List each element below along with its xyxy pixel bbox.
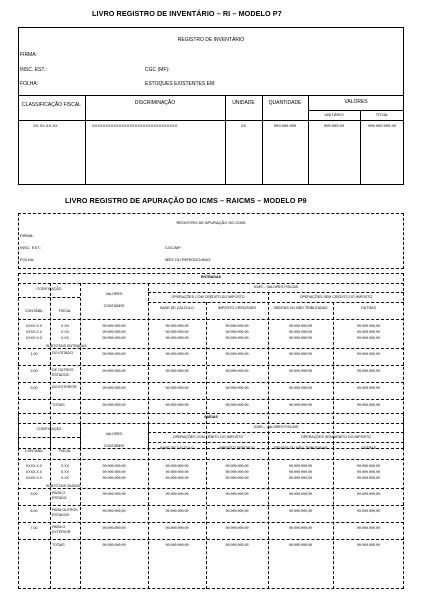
p7-col-discriminacao: DISCRIMINAÇÃO xyxy=(134,100,176,106)
p7-col-divider xyxy=(308,95,309,185)
saidas-valores: VALORES xyxy=(105,432,123,436)
entradas-row-fiscal: X.XX xyxy=(60,324,70,328)
saidas-subtotal-row-label: PARA O EXTERIOR xyxy=(52,525,71,534)
entradas-row-value: 99.999.999,99 xyxy=(102,336,126,340)
saidas-isentas: ISENTAS OU NÃO-TRIBUTADAS xyxy=(273,446,328,450)
p7-row-total: 999.999.999,99 xyxy=(368,123,396,128)
entradas-base: BASE DE CÁLCULO xyxy=(160,306,194,310)
saidas-row-value: 99.999.999,99 xyxy=(357,476,380,480)
p7-row-classificacao: XX.XX.XX.XX xyxy=(33,123,58,128)
saidas-subtotal-divider xyxy=(18,522,404,523)
saidas-subtotal-row-label: PARA O ESTADO xyxy=(52,491,67,500)
saidas-subtotal-value: 99.999.999,99 xyxy=(289,492,312,496)
entradas-totais-value: 99.999.999,99 xyxy=(225,403,249,407)
entradas-op-divider xyxy=(148,302,404,303)
p9-mes-label: MÊS OU PERÍODO/ANO: xyxy=(165,257,212,262)
entradas-codif-divider xyxy=(18,297,80,298)
entradas-subtotal-value: 99.999.999,99 xyxy=(102,386,126,390)
entradas-subtotal-value: 99.999.999,99 xyxy=(165,386,189,390)
p9-folha-label: FOLHA: xyxy=(20,257,35,262)
saidas-row-fiscal: X.XX xyxy=(60,476,70,480)
saidas-row-value: 99.999.999,99 xyxy=(357,470,380,474)
saidas-row-value: 99.999.999,99 xyxy=(165,470,189,474)
entradas-totais-value: 99.999.999,99 xyxy=(289,403,312,407)
p7-col-unitario: UNITÁRIO xyxy=(324,112,344,117)
p7-insc-est-label: INSC. EST.: xyxy=(20,67,47,73)
saidas-contabeis: CONTÁBEIS xyxy=(103,444,125,448)
saidas-subtotal-value: 99.999.999,99 xyxy=(102,492,126,496)
entradas-row-value: 99.999.999,99 xyxy=(102,330,126,334)
saidas-subtotal-value: 99.999.999,99 xyxy=(289,509,312,513)
entradas-subtotal-divider xyxy=(18,348,404,349)
saidas-sem-credito: OPERAÇÕES SEM DÉBITO DO IMPOSTO xyxy=(301,435,371,439)
saidas-totais-divider xyxy=(18,539,404,540)
saidas-subtotal-value: 99.999.999,99 xyxy=(357,509,380,513)
p9-cgc-label: CGC/MF: xyxy=(165,245,182,250)
entradas-row-fiscal: X.XX xyxy=(60,336,70,340)
saidas-subtotal-code: 5.00 xyxy=(30,492,38,496)
saidas-subtotal-code: 6.00 xyxy=(30,509,38,513)
p9-firma-label: FIRMA: xyxy=(20,233,34,238)
entradas-subtotal-value: 99.999.999,99 xyxy=(357,369,380,373)
entradas-section-label: ENTRADAS xyxy=(201,275,221,279)
saidas-base: BASE DE CÁLCULO xyxy=(160,446,194,450)
p7-folha-label: FOLHA: xyxy=(20,81,39,87)
saidas-subtotal-value: 99.999.999,99 xyxy=(225,526,249,530)
saidas-subtotal-divider xyxy=(18,505,404,506)
saidas-row-contabil: XXXX.X.X xyxy=(25,476,43,480)
entradas-fiscal: FISCAL xyxy=(58,309,72,313)
p7-subtitle: REGISTRO DE INVENTÁRIO xyxy=(177,37,245,43)
entradas-row-value: 99.999.999,99 xyxy=(165,324,189,328)
saidas-fiscal: FISCAL xyxy=(58,449,72,453)
p7-row-quantidade: 999.999.999 xyxy=(273,123,297,128)
entradas-row-value: 99.999.999,99 xyxy=(357,330,380,334)
saidas-subtotal-row-label: PARA OUTROS ESTADOS xyxy=(52,508,78,517)
saidas-row-contabil: XXXX.X.X xyxy=(25,464,43,468)
saidas-icms-divider xyxy=(148,432,404,433)
saidas-row-contabil: XXXX.X.X xyxy=(25,470,43,474)
entradas-row-value: 99.999.999,99 xyxy=(225,330,249,334)
p7-col-valores: VALORES xyxy=(344,99,368,105)
entradas-icms-divider xyxy=(148,292,404,293)
p7-col-divider xyxy=(360,110,361,185)
entradas-row-value: 99.999.999,99 xyxy=(225,336,249,340)
saidas-row-value: 99.999.999,99 xyxy=(289,464,312,468)
entradas-row-contabil: XXXX.X.X xyxy=(25,336,43,340)
entradas-totais-value: 99.999.999,99 xyxy=(165,403,189,407)
entradas-row-value: 99.999.999,99 xyxy=(165,330,189,334)
entradas-row-fiscal: X.XX xyxy=(60,330,70,334)
saidas-row-value: 99.999.999,99 xyxy=(289,476,312,480)
p7-row-unidade: XX xyxy=(240,123,247,128)
saidas-subtotal-divider xyxy=(18,488,404,489)
saidas-outras: OUTRAS xyxy=(361,446,376,450)
p9-subtitle: REGISTRO DE APURAÇÃO DO ICMS xyxy=(176,220,246,225)
entradas-subtotal-code: 1.00 xyxy=(30,352,38,356)
entradas-totais-value: 99.999.999,99 xyxy=(102,403,126,407)
saidas-row-value: 99.999.999,99 xyxy=(289,470,312,474)
saidas-codificacao: CODIFICAÇÃO xyxy=(36,427,62,431)
entradas-subtotal-value: 99.999.999,99 xyxy=(102,352,126,356)
saidas-col-divider xyxy=(50,423,51,589)
p7-col-divider xyxy=(262,95,263,185)
saidas-subtotal-value: 99.999.999,99 xyxy=(165,526,189,530)
entradas-subtotal-row-label: DO EXTERIOR xyxy=(52,385,77,389)
p7-col-quantidade: QUANTIDADE xyxy=(268,100,302,106)
saidas-subtotal-value: 99.999.999,99 xyxy=(165,492,189,496)
saidas-totais-label: TOTAIS xyxy=(52,543,65,547)
saidas-row-value: 99.999.999,99 xyxy=(165,464,189,468)
entradas-subtotal-code: 3.00 xyxy=(30,386,38,390)
p7-col-unidade: UNIDADE xyxy=(232,100,255,106)
saidas-totais-value: 99.999.999,99 xyxy=(225,543,249,547)
entradas-subtotal-code: 2.00 xyxy=(30,369,38,373)
entradas-subtotal-row-label: DO ESTADO xyxy=(52,351,73,355)
entradas-com-credito: OPERAÇÕES COM CRÉDITO DO IMPOSTO xyxy=(171,295,245,299)
saidas-subtotal-value: 99.999.999,99 xyxy=(102,509,126,513)
p7-cgc-label: CGC (MF): xyxy=(145,67,170,73)
p7-col-divider xyxy=(85,95,86,185)
saidas-subtotal-value: 99.999.999,99 xyxy=(165,509,189,513)
entradas-subtotal-value: 99.999.999,99 xyxy=(102,369,126,373)
p9-insc-est-label: INSC. EST.: xyxy=(20,245,42,250)
entradas-totais-divider xyxy=(18,399,404,400)
saidas-subtotal-value: 99.999.999,99 xyxy=(289,526,312,530)
p7-table-top-line xyxy=(18,95,404,96)
entradas-subtotal-value: 99.999.999,99 xyxy=(225,386,249,390)
p7-valores-divider xyxy=(308,110,404,111)
p9-title: LIVRO REGISTRO DE APURAÇÃO DO ICMS – RAICMS – MODELO P9 xyxy=(65,196,307,205)
saidas-subtotal-value: 99.999.999,99 xyxy=(225,509,249,513)
saidas-row-value: 99.999.999,99 xyxy=(225,470,249,474)
p7-title: LIVRO REGISTRO DE INVENTÁRIO – RI – MODELO P7 xyxy=(92,9,282,18)
entradas-header-bottom xyxy=(18,319,404,320)
entradas-valores: VALORES xyxy=(105,292,123,296)
saidas-subtotal-value: 99.999.999,99 xyxy=(225,492,249,496)
saidas-contabil: CONTÁBIL xyxy=(25,449,43,453)
entradas-row-value: 99.999.999,99 xyxy=(165,336,189,340)
entradas-row-contabil: XXXX.X.X xyxy=(25,324,43,328)
entradas-subtotal-value: 99.999.999,99 xyxy=(357,352,380,356)
saidas-row-value: 99.999.999,99 xyxy=(102,476,126,480)
p7-row-unitario: 999.999,99 xyxy=(323,123,345,128)
saidas-subtotal-code: 7.00 xyxy=(30,526,38,530)
entradas-subtotal-row-label: DE OUTROS ESTADOS xyxy=(52,368,74,377)
entradas-subtotal-value: 99.999.999,99 xyxy=(165,352,189,356)
saidas-section-divider xyxy=(18,423,404,424)
saidas-row-value: 99.999.999,99 xyxy=(225,464,249,468)
entradas-totais-label: TOTAIS xyxy=(52,403,65,407)
saidas-subtotal-value: 99.999.999,99 xyxy=(357,492,380,496)
saidas-icms-header: ICMS – VALORES FISCAIS xyxy=(253,425,299,429)
entradas-subtotal-value: 99.999.999,99 xyxy=(225,369,249,373)
saidas-col-divider xyxy=(148,423,149,589)
entradas-subtotal-divider xyxy=(18,382,404,383)
entradas-row-contabil: XXXX.X.X xyxy=(25,330,43,334)
saidas-row-value: 99.999.999,99 xyxy=(165,476,189,480)
saidas-totais-value: 99.999.999,99 xyxy=(102,543,126,547)
entradas-row-value: 99.999.999,99 xyxy=(102,324,126,328)
entradas-codificacao: CODIFICAÇÃO xyxy=(36,287,62,291)
entradas-subtotal-value: 99.999.999,99 xyxy=(289,386,312,390)
saidas-row-fiscal: X.XX xyxy=(60,470,70,474)
entradas-subtotal-divider xyxy=(18,365,404,366)
entradas-subtotal-value: 99.999.999,99 xyxy=(357,386,380,390)
p7-row-discriminacao: XXXXXXXXXXXXXXXXXXXXXXXXXXXXXXXX xyxy=(92,123,178,128)
entradas-subtotal-label: SUBTOTAIS ENTRADAS xyxy=(46,344,87,348)
entradas-totais-value: 99.999.999,99 xyxy=(357,403,380,407)
p7-col-classificacao: CLASSIFICAÇÃO FISCAL xyxy=(22,102,81,108)
saidas-com-credito: OPERAÇÕES COM DÉBITO DO IMPOSTO xyxy=(172,435,244,439)
saidas-row-value: 99.999.999,99 xyxy=(102,470,126,474)
entradas-outras: OUTRAS xyxy=(361,306,376,310)
entradas-isentas: ISENTAS OU NÃO-TRIBUTADAS xyxy=(273,306,328,310)
saidas-subtotal-label: SUBTOTAIS SAÍDAS xyxy=(46,484,81,488)
saidas-totais-value: 99.999.999,99 xyxy=(165,543,189,547)
entradas-subtotal-value: 99.999.999,99 xyxy=(225,352,249,356)
entradas-subtotal-value: 99.999.999,99 xyxy=(289,369,312,373)
p7-estoques-label: ESTOQUES EXISTENTES EM: xyxy=(145,81,216,87)
saidas-subtotal-value: 99.999.999,99 xyxy=(357,526,380,530)
p7-col-divider xyxy=(225,95,226,185)
saidas-imposto: IMPOSTO DEBITADO xyxy=(219,446,255,450)
entradas-row-value: 99.999.999,99 xyxy=(289,336,312,340)
p7-table-header-bottom xyxy=(18,120,404,121)
saidas-header-bottom xyxy=(18,459,404,460)
entradas-contabil: CONTÁBIL xyxy=(25,309,43,313)
saidas-codif-divider xyxy=(18,437,80,438)
p7-col-total: TOTAL xyxy=(375,112,389,117)
p7-firma-label: FIRMA: xyxy=(20,52,37,58)
saidas-totais-value: 99.999.999,99 xyxy=(357,543,380,547)
saidas-row-value: 99.999.999,99 xyxy=(357,464,380,468)
saidas-subtotal-value: 99.999.999,99 xyxy=(102,526,126,530)
entradas-icms-header: ICMS – VALORES FISCAIS xyxy=(253,285,299,289)
entradas-imposto: IMPOSTO CREDITADO xyxy=(217,306,257,310)
entradas-contabeis: CONTÁBEIS xyxy=(103,304,125,308)
entradas-subtotal-value: 99.999.999,99 xyxy=(165,369,189,373)
entradas-row-value: 99.999.999,99 xyxy=(289,324,312,328)
entradas-row-value: 99.999.999,99 xyxy=(225,324,249,328)
entradas-row-value: 99.999.999,99 xyxy=(357,336,380,340)
saidas-row-value: 99.999.999,99 xyxy=(225,476,249,480)
entradas-row-value: 99.999.999,99 xyxy=(357,324,380,328)
saidas-col-divider xyxy=(80,423,81,589)
saidas-totais-value: 99.999.999,99 xyxy=(289,543,312,547)
saidas-row-fiscal: X.XX xyxy=(60,464,70,468)
saidas-op-divider xyxy=(148,442,404,443)
entradas-subtotal-value: 99.999.999,99 xyxy=(289,352,312,356)
entradas-row-value: 99.999.999,99 xyxy=(289,330,312,334)
entradas-sem-credito: OPERAÇÕES SEM CRÉDITO DO IMPOSTO xyxy=(299,295,373,299)
saidas-section-label: SAÍDAS xyxy=(204,415,218,419)
entradas-section-divider xyxy=(18,283,404,284)
saidas-row-value: 99.999.999,99 xyxy=(102,464,126,468)
